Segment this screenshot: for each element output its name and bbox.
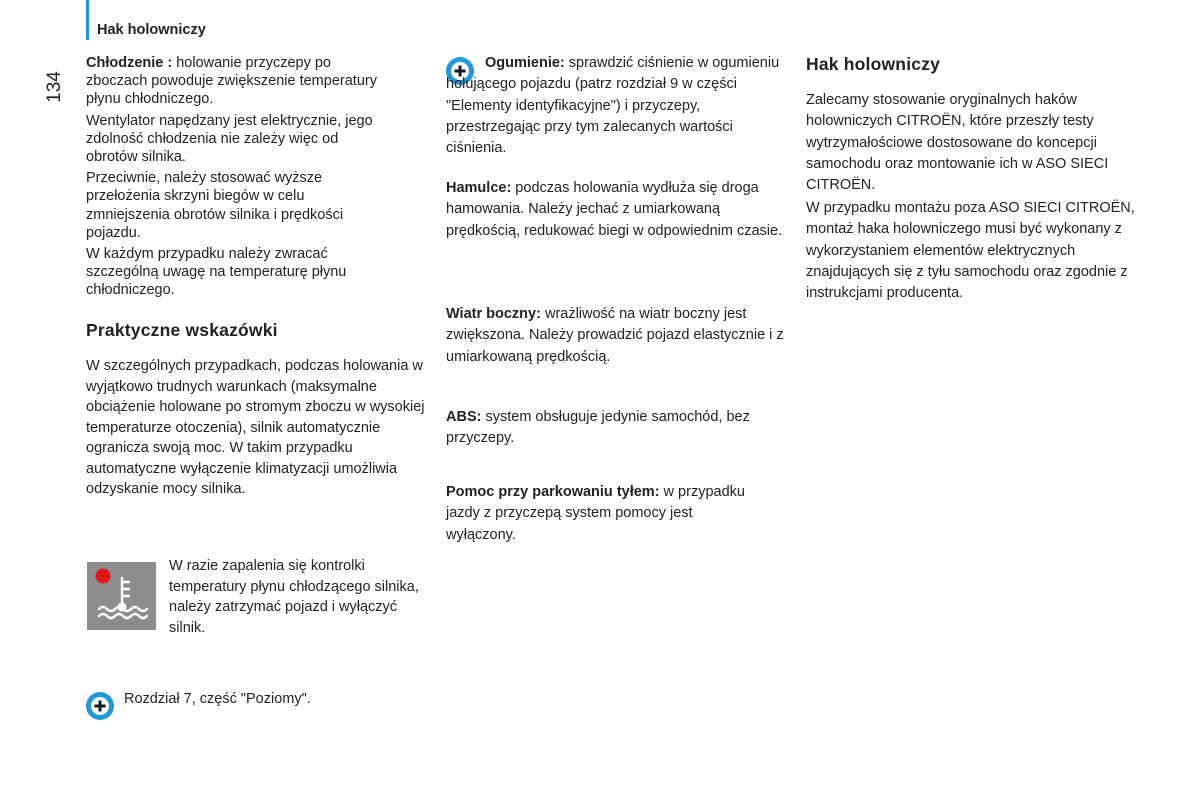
brakes-paragraph — [446, 178, 791, 242]
see-reference-plus-icon — [86, 692, 114, 720]
warning-text: W razie zapalenia się kontrolki temperatury płynu chłodzącego silnika, należy zatrzymać pojazd i wyłączyć silnik. — [169, 558, 419, 636]
abs-label: ABS: — [446, 409, 482, 425]
page-number: 134 — [43, 71, 65, 103]
cooling-text: holowanie przyczepy po zboczach powoduje zwiększenie temperatury płynu chłodniczego. — [86, 55, 377, 108]
towbar-paragraph-2: W przypadku montażu poza ASO SIECI CITROËN, montaż haka holowniczego musi być wykonany z wykorzystaniem elementów elektrycznych znajdujących się z tyłu samochodu oraz zgodnie z instrukcjami producenta. — [806, 200, 1135, 302]
reference-levels-text: Rozdział 7, część "Poziomy". — [124, 691, 311, 707]
abs-paragraph — [446, 407, 791, 450]
tyres-text: sprawdzić ciśnienie w ogumieniu holującego pojazdu (patrz rozdział 9 w części "Elementy identyfikacyjne") i przyczepy, przestrzegając przy tym zalecanych wartości ciśnienia. — [446, 55, 780, 157]
practical-tips-heading: Praktyczne wskazówki — [86, 320, 278, 340]
tyres-paragraph — [446, 53, 791, 159]
coolant-temperature-warning-icon — [87, 562, 156, 630]
header-title: Hak holowniczy — [97, 22, 206, 38]
attention-paragraph: W każdym przypadku należy zwracać szczególną uwagę na temperaturę płynu chłodniczego. — [86, 246, 347, 299]
parking-assist-text: w przypadku jazdy z przyczepą system pomocy jest wyłączony. — [446, 484, 745, 543]
practical-tips-paragraph: W szczególnych przypadkach, podczas holowania w wyjątkowo trudnych warunkach (maksymalne obciążenie holowane po stromym zboczu w wysokiej temperaturze otoczenia), silnik automatycznie ogranicza swoją moc. W takim przypadku automatyczne wyłączenie klimatyzacji umożliwia odzyskanie mocy silnika. — [86, 358, 425, 497]
cooling-label: Chłodzenie : — [86, 55, 173, 71]
brakes-text: podczas holowania wydłuża się droga hamowania. Należy jechać z umiarkowaną prędkością, redukować biegi w odpowiednim czasie. — [446, 180, 783, 239]
crosswind-label: Wiatr boczny: — [446, 306, 541, 322]
towbar-paragraph-1: Zalecamy stosowanie oryginalnych haków holowniczych CITROËN, które przeszły testy wytrzymałościowe dostosowane do koncepcji samochodu oraz montowanie ich w ASO SIECI CITROËN. — [806, 92, 1109, 194]
abs-text: system obsługuje jedynie samochód, bez przyczepy. — [446, 409, 750, 447]
parking-assist-label: Pomoc przy parkowaniu tyłem: — [446, 484, 660, 500]
header-accent-bar — [86, 0, 89, 40]
towbar-heading: Hak holowniczy — [806, 54, 941, 74]
crosswind-text: wrażliwość na wiatr boczny jest zwiększona. Należy prowadzić pojazd elastycznie i z umiarkowaną prędkością. — [446, 306, 784, 365]
tyres-label: Ogumienie: — [485, 55, 565, 71]
fan-paragraph: Wentylator napędzany jest elektrycznie, jego zdolność chłodzenia nie zależy więc od obrotów silnika. — [86, 112, 373, 166]
cooling-paragraph — [86, 54, 378, 109]
brakes-label: Hamulce: — [446, 180, 512, 196]
cooling-section — [86, 54, 378, 300]
parking-assist-paragraph — [446, 482, 746, 546]
crosswind-paragraph — [446, 304, 791, 368]
gears-paragraph: Przeciwnie, należy stosować wyższe przełożenia skrzyni biegów w celu zmniejszenia obrotów silnika i prędkości pojazdu. — [86, 170, 344, 241]
